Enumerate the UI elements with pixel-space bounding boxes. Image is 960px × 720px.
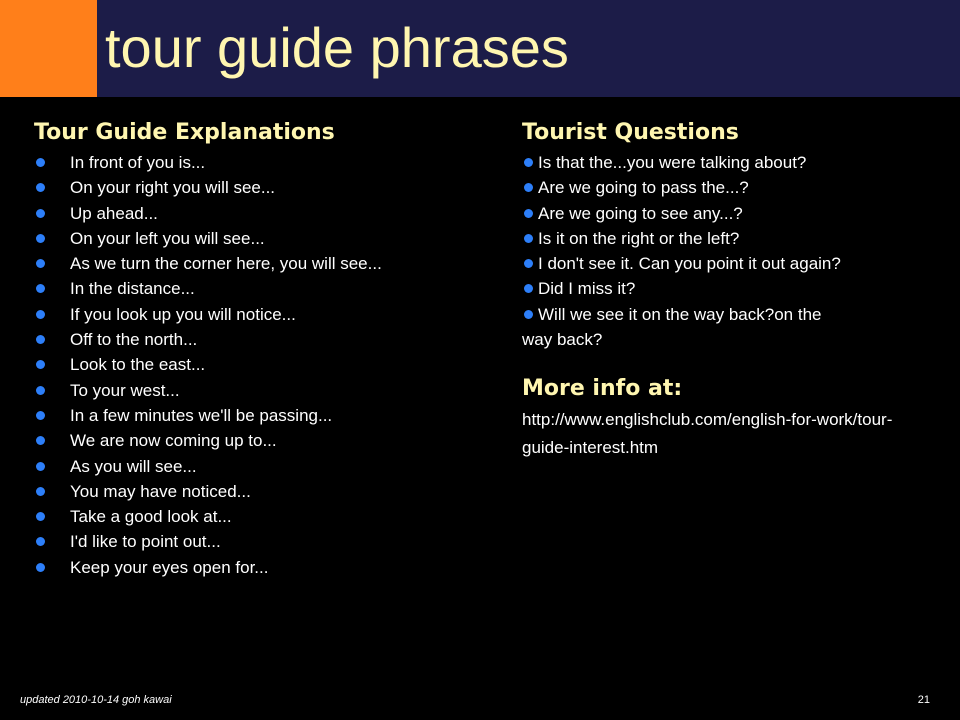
list-item [34,251,494,276]
list-item [34,428,494,453]
slide-title: tour guide phrases [105,16,569,79]
list-item [34,378,494,403]
list-item-text: Did I miss it? [538,279,636,299]
list-item [522,226,942,251]
list-item [34,302,494,327]
list-item [522,150,942,175]
list-item [34,175,494,200]
list-item-text: In the distance... [70,279,195,299]
list-item-text: Keep your eyes open for... [70,557,269,577]
bullet-icon [36,462,45,471]
bullet-icon [36,360,45,369]
bullet-icon [524,234,533,243]
list-item-text: You may have noticed... [70,481,251,501]
bullet-icon [36,386,45,395]
bullet-icon [36,487,45,496]
list-item-text: To your west... [70,380,180,400]
list-item-text: On your left you will see... [70,228,265,248]
list-item-text: Off to the north... [70,330,198,350]
list-item [34,276,494,301]
more-info-heading: More info at: [522,376,683,402]
bullet-icon [36,158,45,167]
bullet-icon [36,335,45,344]
bullet-icon [36,183,45,192]
bullet-icon [36,512,45,521]
list-item [34,352,494,377]
list-item-text: Up ahead... [70,203,158,223]
list-item-text: If you look up you will notice... [70,304,296,324]
bullet-icon [524,209,533,218]
tour-guide-explanations-heading: Tour Guide Explanations [34,120,335,145]
bullet-icon [524,310,533,319]
list-item [34,504,494,529]
list-item [34,529,494,554]
accent-block [0,0,97,97]
list-item-text: On your right you will see... [70,178,276,198]
bullet-icon [524,183,533,192]
footer-credit: updated 2010-10-14 goh kawai [20,694,172,706]
questions-list [522,150,942,352]
bullet-icon [524,259,533,268]
list-item [34,150,494,175]
tourist-questions-section [522,118,942,462]
list-item-text: In a few minutes we'll be passing... [70,405,333,425]
list-item [34,327,494,352]
bullet-icon [36,310,45,319]
list-item-text: We are now coming up to... [70,431,277,451]
list-item-text: Take a good look at... [70,507,232,527]
bullet-icon [524,158,533,167]
list-item [522,276,942,301]
list-item [34,226,494,251]
bullet-icon [36,259,45,268]
list-item [522,201,942,226]
list-item [34,479,494,504]
explanations-list [34,150,494,580]
list-item-text: I don't see it. Can you point it out again? [538,254,841,274]
list-item-text: In front of you is... [70,153,206,172]
list-item [34,555,494,580]
list-item-text: Are we going to pass the...? [538,178,749,198]
list-item [522,251,942,276]
list-item [522,302,942,353]
list-item-text: Are we going to see any...? [538,203,743,223]
more-info-section [522,374,942,462]
page-number: 21 [917,694,930,706]
list-item-text: As you will see... [70,456,197,476]
bullet-icon [36,563,45,572]
list-item [34,403,494,428]
list-item-text: I'd like to point out... [70,532,221,552]
bullet-icon [36,411,45,420]
list-item-text: As we turn the corner here, you will see... [70,254,382,274]
list-item-text: Will we see it on the way back?on the [538,304,822,324]
tour-guide-explanations-section [34,118,494,580]
list-item-text: Is it on the right or the left? [538,228,740,248]
list-item-text-continued: way back? [522,330,603,350]
bullet-icon [36,436,45,445]
bullet-icon [36,209,45,218]
bullet-icon [36,284,45,293]
list-item [34,454,494,479]
tourist-questions-heading: Tourist Questions [522,120,739,145]
list-item [34,201,494,226]
more-info-link[interactable]: http://www.englishclub.com/english-for-work/tour-guide-interest.htm [522,410,893,458]
bullet-icon [36,537,45,546]
list-item-text: Is that the...you were talking about? [538,153,807,172]
bullet-icon [524,284,533,293]
bullet-icon [36,234,45,243]
list-item-text: Look to the east... [70,355,206,375]
list-item [522,175,942,200]
